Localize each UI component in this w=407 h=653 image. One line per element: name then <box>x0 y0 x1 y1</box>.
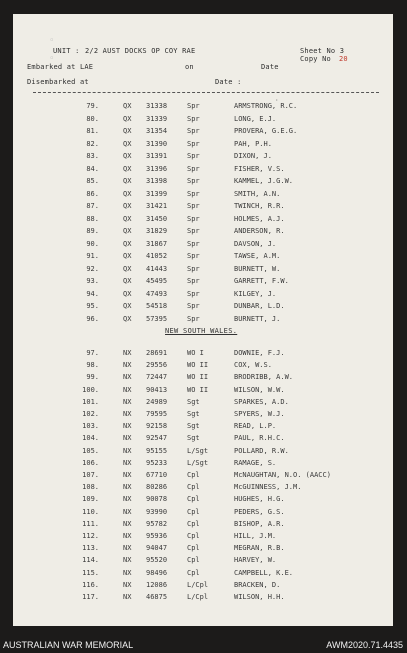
row-number: 97. <box>86 349 99 357</box>
state-prefix: NX <box>123 434 132 443</box>
row-number: 80. <box>86 114 99 123</box>
state-prefix: NX <box>123 544 132 553</box>
row-number: 99. <box>86 373 99 382</box>
row-number: 79. <box>86 102 99 110</box>
state-prefix: NX <box>123 519 132 528</box>
roll-row <box>13 544 393 556</box>
roll-row <box>13 520 393 532</box>
rank: L/Sgt <box>187 446 209 455</box>
copy-label: Copy No <box>300 55 331 63</box>
row-number: 96. <box>86 314 99 323</box>
member-name: DUNBAR, L.D. <box>234 302 285 310</box>
rank: Spr <box>187 177 200 185</box>
state-prefix: QX <box>123 264 132 273</box>
service-number: 31421 <box>146 202 168 210</box>
rank: Cpl <box>187 556 200 565</box>
rank: Spr <box>187 264 200 273</box>
member-name: ARMSTRONG, R.C. <box>234 102 298 110</box>
rank: Sgt <box>187 422 200 431</box>
roll-row <box>13 556 393 568</box>
member-name: HILL, J.M. <box>234 532 277 540</box>
header-divider <box>33 92 379 93</box>
row-number: 83. <box>86 152 99 160</box>
row-number: 108. <box>82 483 99 492</box>
roll-row <box>13 593 393 605</box>
member-name: COX, W.S. <box>234 361 272 370</box>
service-number: 98496 <box>146 568 168 577</box>
roll-row <box>13 315 393 327</box>
state-prefix: QX <box>123 227 132 235</box>
service-number: 47493 <box>146 289 168 298</box>
rank: Cpl <box>187 519 200 528</box>
state-prefix: NX <box>123 397 132 406</box>
member-name: HUGHES, H.G. <box>234 495 285 504</box>
roll-row <box>13 177 393 189</box>
rank: Spr <box>187 314 200 323</box>
service-number: 95936 <box>146 532 168 540</box>
service-number: 31338 <box>146 102 168 110</box>
member-name: McNAUGHTAN, N.O. (AACC) <box>234 471 331 479</box>
rank: Spr <box>187 127 200 135</box>
roll-row <box>13 581 393 593</box>
rank: Cpl <box>187 507 200 516</box>
roll-row <box>13 373 393 385</box>
roll-row <box>13 471 393 483</box>
rank: L/Sgt <box>187 458 209 467</box>
member-name: SPYERS, W.J. <box>234 410 285 418</box>
state-prefix: QX <box>123 114 132 123</box>
roll-row <box>13 422 393 434</box>
rank: Cpl <box>187 532 200 540</box>
service-number: 31391 <box>146 152 168 160</box>
service-number: 57395 <box>146 314 168 323</box>
roll-row <box>13 302 393 314</box>
rank: Spr <box>187 152 200 160</box>
roll-row <box>13 127 393 139</box>
member-name: PEDERS, G.S. <box>234 507 285 516</box>
state-prefix: QX <box>123 289 132 298</box>
service-number: 95782 <box>146 519 168 528</box>
roll-row <box>13 140 393 152</box>
state-prefix: QX <box>123 252 132 260</box>
member-name: WILSON, H.H. <box>234 593 285 601</box>
member-name: PAH, P.H. <box>234 139 272 148</box>
service-number: 24989 <box>146 397 168 406</box>
roll-row <box>13 252 393 264</box>
service-number: 93990 <box>146 507 168 516</box>
roll-row <box>13 398 393 410</box>
service-number: 92547 <box>146 434 168 443</box>
rank: Spr <box>187 277 200 285</box>
row-number: 102. <box>82 410 99 418</box>
rank: Spr <box>187 139 200 148</box>
row-number: 98. <box>86 361 99 370</box>
state-prefix: NX <box>123 410 132 418</box>
state-prefix: QX <box>123 277 132 285</box>
row-number: 116. <box>82 580 99 589</box>
service-number: 95520 <box>146 556 168 565</box>
service-number: 31450 <box>146 214 168 223</box>
row-number: 82. <box>86 139 99 148</box>
member-name: McGUINNESS, J.M. <box>234 483 302 492</box>
state-prefix: QX <box>123 202 132 210</box>
state-prefix: NX <box>123 385 132 394</box>
member-name: SPARKES, A.D. <box>234 397 289 406</box>
state-prefix: NX <box>123 580 132 589</box>
service-number: 94047 <box>146 544 168 553</box>
row-number: 117. <box>82 593 99 601</box>
row-number: 87. <box>86 202 99 210</box>
state-prefix: QX <box>123 164 132 173</box>
state-prefix: QX <box>123 239 132 248</box>
member-name: BRODRIBB, A.W. <box>234 373 294 382</box>
row-number: 86. <box>86 189 99 198</box>
member-name: RAMAGE, S. <box>234 458 277 467</box>
service-number: 31867 <box>146 239 168 248</box>
state-prefix: QX <box>123 302 132 310</box>
service-number: 41052 <box>146 252 168 260</box>
row-number: 103. <box>82 422 99 431</box>
unit-label: UNIT : <box>53 47 80 55</box>
state-prefix: NX <box>123 495 132 504</box>
service-number: 31339 <box>146 114 168 123</box>
roll-row <box>13 361 393 373</box>
roll-row <box>13 532 393 544</box>
row-number: 89. <box>86 227 99 235</box>
service-number: 80286 <box>146 483 168 492</box>
rank: L/Cpl <box>187 580 209 589</box>
member-name: BISHOP, A.R. <box>234 519 285 528</box>
rank: Spr <box>187 239 200 248</box>
row-number: 91. <box>86 252 99 260</box>
rank: Sgt <box>187 397 200 406</box>
roll-row <box>13 115 393 127</box>
roll-row <box>13 386 393 398</box>
state-prefix: NX <box>123 568 132 577</box>
service-number: 31396 <box>146 164 168 173</box>
sheet-label: Sheet No 3 <box>300 47 345 55</box>
row-number: 109. <box>82 495 99 504</box>
rank: WO II <box>187 361 209 370</box>
service-number: 31398 <box>146 177 168 185</box>
service-number: 29556 <box>146 361 168 370</box>
member-name: FISHER, V.S. <box>234 164 285 173</box>
row-number: 100. <box>82 385 99 394</box>
rank: Cpl <box>187 483 200 492</box>
row-number: 110. <box>82 507 99 516</box>
row-number: 105. <box>82 446 99 455</box>
service-number: 79595 <box>146 410 168 418</box>
roll-row <box>13 202 393 214</box>
service-number: 28691 <box>146 349 168 357</box>
state-prefix: QX <box>123 189 132 198</box>
rank: Sgt <box>187 410 200 418</box>
punch-hole-marks: ◦ <box>49 54 55 64</box>
state-prefix: NX <box>123 361 132 370</box>
roll-row <box>13 349 393 361</box>
roll-row <box>13 447 393 459</box>
service-number: 67710 <box>146 471 168 479</box>
row-number: 115. <box>82 568 99 577</box>
member-name: KILGEY, J. <box>234 289 277 298</box>
service-number: 54518 <box>146 302 168 310</box>
row-number: 84. <box>86 164 99 173</box>
member-name: MEGRAN, R.B. <box>234 544 285 553</box>
rank: Spr <box>187 252 200 260</box>
state-prefix: QX <box>123 314 132 323</box>
row-number: 90. <box>86 239 99 248</box>
member-name: ANDERSON, R. <box>234 227 285 235</box>
rank: Spr <box>187 102 200 110</box>
member-name: GARRETT, F.W. <box>234 277 289 285</box>
row-number: 92. <box>86 264 99 273</box>
state-prefix: NX <box>123 471 132 479</box>
state-prefix: NX <box>123 593 132 601</box>
service-number: 95155 <box>146 446 168 455</box>
rank: Spr <box>187 227 200 235</box>
section-title: NEW SOUTH WALES. <box>165 327 238 335</box>
date-label-2: Date : <box>215 78 242 86</box>
row-number: 107. <box>82 471 99 479</box>
margin-mark: · <box>275 97 279 104</box>
unit-value: 2/2 AUST DOCKS OP COY RAE <box>85 47 196 55</box>
rank: Sgt <box>187 434 200 443</box>
state-prefix: QX <box>123 139 132 148</box>
member-name: WILSON, W.W. <box>234 385 285 394</box>
service-number: 31390 <box>146 139 168 148</box>
on-label: on <box>185 63 194 71</box>
rank: Spr <box>187 302 200 310</box>
row-number: 112. <box>82 532 99 540</box>
punch-hole-marks: ◦ <box>49 36 55 46</box>
disembarked-label: Disembarked at <box>27 78 89 86</box>
service-number: 41443 <box>146 264 168 273</box>
service-number: 31829 <box>146 227 168 235</box>
member-name: TWINCH, R.R. <box>234 202 285 210</box>
service-number: 45495 <box>146 277 168 285</box>
state-prefix: QX <box>123 214 132 223</box>
date-label: Date <box>261 63 279 71</box>
rank: WO I <box>187 349 204 357</box>
row-number: 106. <box>82 458 99 467</box>
roll-row <box>13 459 393 471</box>
rank: Spr <box>187 289 200 298</box>
row-number: 88. <box>86 214 99 223</box>
row-number: 113. <box>82 544 99 553</box>
rank: Spr <box>187 202 200 210</box>
rank: WO II <box>187 385 209 394</box>
embarked-label: Embarked at LAE <box>27 63 94 71</box>
roll-row <box>13 290 393 302</box>
state-prefix: NX <box>123 458 132 467</box>
service-number: 31399 <box>146 189 168 198</box>
rank: Cpl <box>187 568 200 577</box>
copy-number: 20 <box>339 55 348 63</box>
rank: Spr <box>187 189 200 198</box>
footer-institution: AUSTRALIAN WAR MEMORIAL <box>3 640 134 650</box>
row-number: 104. <box>82 434 99 443</box>
member-name: READ, L.P. <box>234 422 277 431</box>
footer-accession-number: AWM2020.71.4435 <box>326 640 403 650</box>
state-prefix: NX <box>123 507 132 516</box>
state-prefix: QX <box>123 177 132 185</box>
rank: Spr <box>187 214 200 223</box>
rank: Cpl <box>187 495 200 504</box>
member-name: LONG, E.J. <box>234 114 277 123</box>
rank: L/Cpl <box>187 593 209 601</box>
roll-row <box>13 265 393 277</box>
row-number: 81. <box>86 127 99 135</box>
roll-row <box>13 102 393 114</box>
roll-row <box>13 240 393 252</box>
roll-row <box>13 277 393 289</box>
member-name: BRACKEN, D. <box>234 580 281 589</box>
row-number: 111. <box>82 519 99 528</box>
member-name: SMITH, A.N. <box>234 189 281 198</box>
state-prefix: NX <box>123 349 132 357</box>
state-prefix: NX <box>123 483 132 492</box>
roll-row <box>13 434 393 446</box>
roll-row <box>13 569 393 581</box>
member-name: DIXON, J. <box>234 152 272 160</box>
service-number: 90078 <box>146 495 168 504</box>
row-number: 101. <box>82 397 99 406</box>
service-number: 95233 <box>146 458 168 467</box>
state-prefix: NX <box>123 422 132 431</box>
member-name: HARVEY, W. <box>234 556 277 565</box>
state-prefix: NX <box>123 532 132 540</box>
member-name: BURNETT, J. <box>234 314 281 323</box>
roll-row <box>13 227 393 239</box>
roll-row <box>13 508 393 520</box>
row-number: 95. <box>86 302 99 310</box>
rank: WO II <box>187 373 209 382</box>
state-prefix: NX <box>123 446 132 455</box>
roll-row <box>13 190 393 202</box>
service-number: 46875 <box>146 593 168 601</box>
service-number: 31354 <box>146 127 168 135</box>
row-number: 85. <box>86 177 99 185</box>
roll-row <box>13 215 393 227</box>
document-page <box>13 14 393 626</box>
row-number: 94. <box>86 289 99 298</box>
rank: Cpl <box>187 471 200 479</box>
state-prefix: NX <box>123 373 132 382</box>
member-name: PAUL, R.H.C. <box>234 434 285 443</box>
roll-row <box>13 483 393 495</box>
service-number: 92158 <box>146 422 168 431</box>
member-name: BURNETT, W. <box>234 264 281 273</box>
service-number: 12086 <box>146 580 168 589</box>
state-prefix: QX <box>123 127 132 135</box>
rank: Spr <box>187 164 200 173</box>
rank: Cpl <box>187 544 200 553</box>
member-name: HOLMES, A.J. <box>234 214 285 223</box>
state-prefix: QX <box>123 152 132 160</box>
row-number: 114. <box>82 556 99 565</box>
member-name: KAMMEL, J.G.W. <box>234 177 294 185</box>
rank: Spr <box>187 114 200 123</box>
roll-row <box>13 152 393 164</box>
member-name: POLLARD, R.W. <box>234 446 289 455</box>
roll-row <box>13 410 393 422</box>
roll-row <box>13 495 393 507</box>
service-number: 90413 <box>146 385 168 394</box>
member-name: PROVERA, G.E.G. <box>234 127 298 135</box>
service-number: 72447 <box>146 373 168 382</box>
member-name: DAVSON, J. <box>234 239 277 248</box>
state-prefix: NX <box>123 556 132 565</box>
member-name: TAWSE, A.M. <box>234 252 281 260</box>
row-number: 93. <box>86 277 99 285</box>
member-name: CAMPBELL, K.E. <box>234 568 294 577</box>
member-name: DOWNIE, F.J. <box>234 349 285 357</box>
state-prefix: QX <box>123 102 132 110</box>
roll-row <box>13 165 393 177</box>
